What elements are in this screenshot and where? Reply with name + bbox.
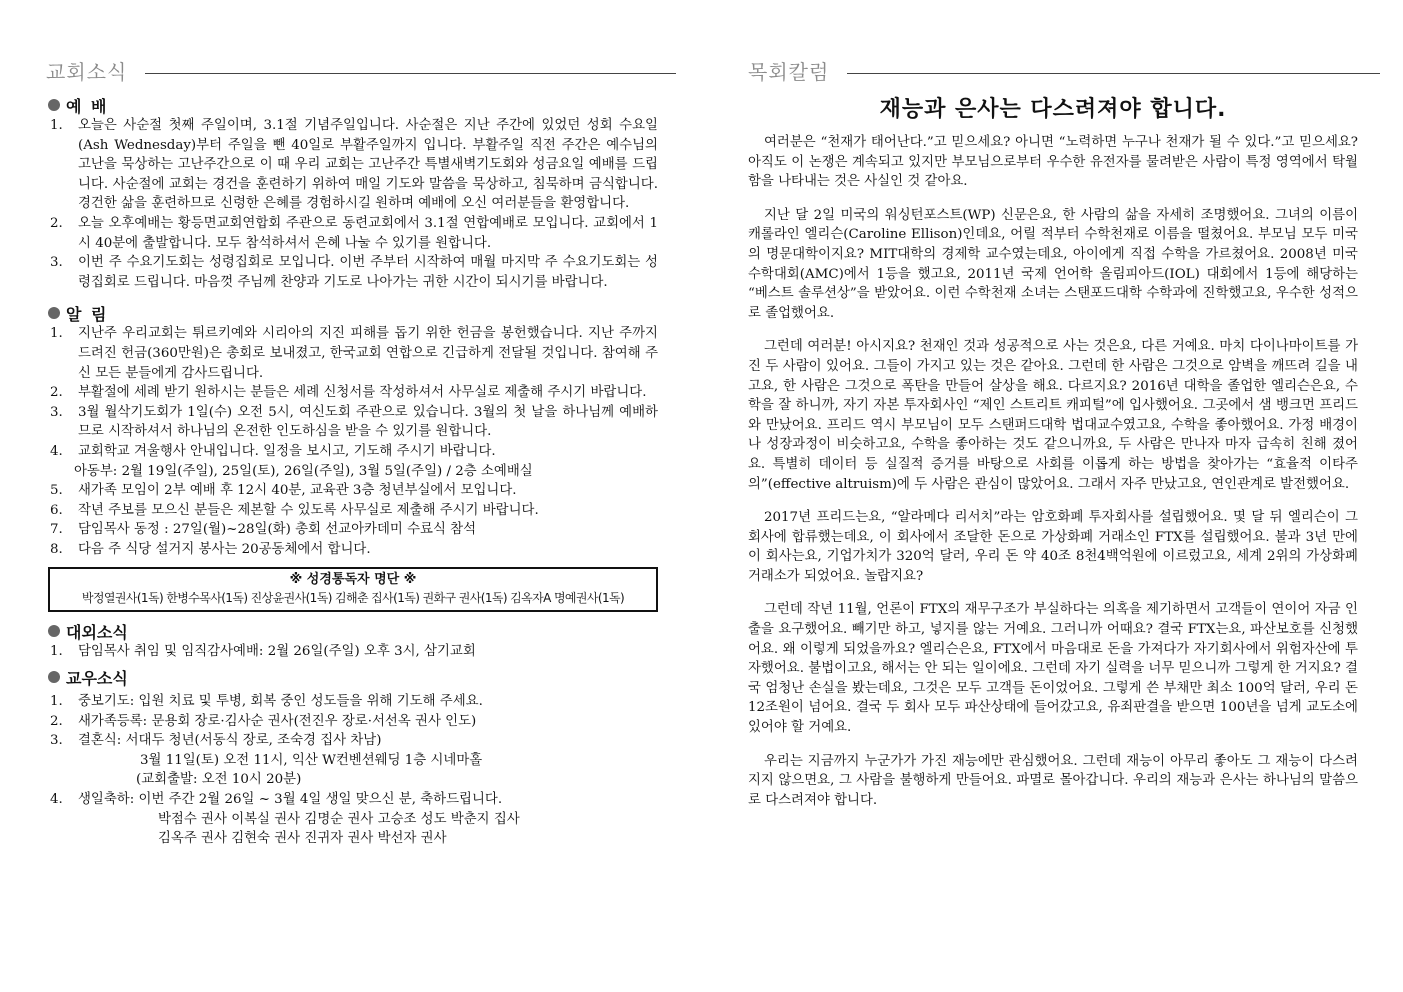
list-item: 2. 오늘 오후예배는 황등면교회연합회 주관으로 동련교회에서 3.1절 연합예배로 모입니다. 교회에서 1시 40분에 출발합니다. 모두 참석하셔서 은혜 나눌 수 있기를 원합니다.	[50, 215, 658, 251]
list-item: 8. 다음 주 식당 설거지 봉사는 20공동체에서 합니다.	[50, 541, 371, 557]
list-subline: 박점수 권사 이복실 권사 김명순 권사 고승조 성도 박춘지 집사	[158, 811, 520, 827]
circle-bullet-icon	[48, 671, 60, 683]
list-subline: 김옥주 권사 김현숙 권사 진귀자 권사 박선자 권사	[158, 831, 447, 847]
header-divider	[145, 73, 676, 74]
notices-heading: 알 림	[46, 302, 658, 324]
list-subline: 3월 11일(토) 오전 11시, 익산 W컨벤션웨딩 1층 시네마홀	[140, 752, 483, 768]
list-item: 7. 담임목사 동정 : 27일(월)~28일(화) 총회 선교아카데미 수료식 참석	[50, 522, 477, 538]
church-news-header	[46, 52, 658, 88]
article-paragraph: 우리는 지금까지 누군가가 가진 재능에만 관심했어요. 그런데 재능이 아무리 좋아도 그 재능이 다스려지지 않으면요, 그 사람을 불행하게 만들어요. 파멸로 몰아갑니다. 우리의 재능과 은사는 하나님의 말씀으로 다스려져야 합니다.	[748, 753, 1358, 808]
list-item: 1. 중보기도: 입원 치료 및 투병, 회복 중인 성도들을 위해 기도해 주세요.	[50, 694, 483, 710]
list-item: 3. 3월 월삭기도회가 1일(수) 오전 5시, 여신도회 주관으로 있습니다. 3월의 첫 날을 하나님께 예배하므로 시작하셔서 하나님의 온전한 인도하심을 받을 수 있기를 원합니다.	[50, 404, 658, 440]
notices-list	[46, 324, 658, 559]
list-item: 2. 새가족등록: 문용회 장로·김사순 권사(전진우 장로·서선옥 권사 인도)	[50, 713, 477, 729]
list-item: 1. 오늘은 사순절 첫째 주일이며, 3.1절 기념주일입니다. 사순절은 지난 주간에 있었던 성회 수요일(Ash Wednesday)부터 주일을 뺀 40일로 부활주일까지 입니다. 부활주일 직전 주간은 예수님의 고난을 묵상하는 고난주간으로 이 때 우리 교회는 고난주간 특별새벽기도회와 성금요일 예배를 드립니다. 사순절에 교회는 경건을 훈련하기 위하여 매일 기도와 말씀을 묵상하고, 침묵하며 금식합니다. 경건한 삶을 훈련하므로 신령한 은혜를 경험하시길 원하며 예배에 오신 여러분들을 환영합니다.	[50, 118, 658, 212]
list-subline: 아동부: 2월 19일(주일), 25일(토), 26일(주일), 3월 5일(주일) / 2층 소예배실	[74, 463, 533, 479]
article-title: 재능과 은사는 다스려져야 합니다.	[879, 97, 1227, 122]
list-item: 4. 교회학교 겨울행사 안내입니다. 일정을 보시고, 기도해 주시기 바랍니다.	[50, 443, 496, 459]
bible-reading-box	[48, 567, 658, 612]
circle-bullet-icon	[48, 625, 60, 637]
list-item: 3. 이번 주 수요기도회는 성령집회로 모입니다. 이번 주부터 시작하여 매월 마지막 주 수요기도회는 성령집회로 드립니다. 마음껏 주님께 찬양과 기도로 나아가는 귀한 시간이 되시기를 바랍니다.	[50, 255, 658, 290]
circle-bullet-icon	[48, 307, 60, 319]
list-item: 4. 생일축하: 이번 주간 2월 26일 ~ 3월 4일 생일 맞으신 분, 축하드립니다.	[50, 792, 503, 808]
pastor-column-header	[748, 52, 1358, 88]
list-subline: (교회출발: 오전 10시 20분)	[136, 772, 302, 788]
article-paragraph: 여러분은 “천재가 태어난다.”고 믿으세요? 아니면 “노력하면 누구나 천재가 될 수 있다.”고 믿으세요? 아직도 이 논쟁은 계속되고 있지만 부모님으로부터 우수한 유전자를 물려받은 사람이 특정 영역에서 탁월함을 나타내는 것은 사실인 것 같아요.	[748, 135, 1358, 190]
worship-heading: 예 배	[46, 94, 658, 116]
worship-list	[46, 116, 658, 292]
circle-bullet-icon	[48, 99, 60, 111]
external-heading: 대외소식	[46, 620, 658, 642]
pastor-column-title: 목회칼럼	[748, 59, 830, 84]
header-divider	[847, 73, 1380, 74]
list-item: 2. 부활절에 세례 받기 원하시는 분들은 세례 신청서를 작성하셔서 사무실로 제출해 주시기 바랍니다.	[50, 385, 647, 401]
pastor-column	[748, 52, 1358, 810]
members-heading: 교우소식	[46, 666, 658, 688]
article-paragraph: 지난 달 2일 미국의 워싱턴포스트(WP) 신문은요, 한 사람의 삶을 자세히 조명했어요. 그녀의 이름이 캐롤라인 엘리슨(Caroline Ellison)인데요, 어릴 적부터 수학천재로 이름을 떨쳤어요. 부모님 모두 미국의 명문대학이지요? MIT대학의 경제학 교수였는데요, 아이에게 직접 수학을 가르쳤어요. 2008년 미국수학대회(AMC)에서 1등을 했고요, 2011년 국제 언어학 올림피아드(IOL) 대회에서 1등에 해당하는 “베스트 솔루션상”을 받았어요. 이런 수학천재 소녀는 스탠포드대학 수학과에 진학했고요, 우수한 성적으로 졸업했어요.	[748, 207, 1358, 321]
article-paragraph: 그런데 작년 11월, 언론이 FTX의 재무구조가 부실하다는 의혹을 제기하면서 고객들이 연이어 자금 인출을 요구했어요. 빼기만 하고, 넣지를 않는 거예요. 그러니까 어때요? 결국 FTX는요, 파산보호를 신청했어요. 왜 이렇게 되었을까요? 엘리슨은요, FTX에서 마음대로 돈을 가져다가 자기회사에서 위험자산에 투자했어요. 불법이고요, 해서는 안 되는 일이에요. 그런데 자기 실력을 너무 믿으니까 그렇게 한 거지요? 결국 엄청난 손실을 봤는데요, 그것은 모두 고객들 돈이었어요. 그렇게 쓴 부채만 최소 100억 달러, 우리 돈 12조원이 넘어요. 결국 두 회사 모두 파산상태에 들어갔고요, 유죄판결을 받으면 100년을 넘게 교도소에 있어야 할 거예요.	[748, 602, 1358, 736]
church-news-title: 교회소식	[46, 59, 128, 84]
article-paragraph: 2017년 프리드는요, “알라메다 리서치”라는 암호화폐 투자회사를 설립했어요. 몇 달 뒤 엘리슨이 그 회사에 합류했는데요, 이 회사에서 조달한 돈으로 가상화폐 거래소인 FTX를 설립했어요. 불과 3년 만에 이 회사는요, 기업가치가 320억 달러, 우리 돈 약 40조 8천4백억원에 이르렀고요, 세계 2위의 가상화폐 거래소가 되었어요. 놀랍지요?	[748, 510, 1358, 584]
list-item: 3. 결혼식: 서대두 청년(서동식 장로, 조숙경 집사 차남)	[50, 733, 382, 749]
church-news-column	[46, 52, 658, 849]
bible-reading-names: 박정열권사(1독) 한병수목사(1독) 진상윤권사(1독) 김해춘 집사(1독) 권화구 권사(1독) 김옥자A 명예권사(1독)	[81, 591, 625, 606]
external-list	[46, 642, 658, 662]
list-item: 1. 담임목사 취임 및 임직감사예배: 2월 26일(주일) 오후 3시, 삼기교회	[50, 644, 476, 660]
members-list	[46, 692, 658, 849]
list-item: 5. 새가족 모임이 2부 예배 후 12시 40분, 교육관 3층 청년부실에서 모입니다.	[50, 483, 517, 499]
bible-reading-title: ※ 성경통독자 명단 ※	[289, 572, 417, 588]
article-paragraph: 그런데 여러분! 아시지요? 천재인 것과 성공적으로 사는 것은요, 다른 거예요. 마치 다이나마이트를 가진 두 사람이 있어요. 그들이 가지고 있는 것은 같아요. 그런데 한 사람은 그것으로 암벽을 깨뜨려 길을 내고요, 한 사람은 그것으로 폭탄을 만들어 살상을 해요. 다르지요? 2016년 대학을 졸업한 엘리슨은요, 수학을 잘 하니까, 자기 자본 투자회사인 “제인 스트리트 캐피털”에 입사했어요. 그곳에서 샘 뱅크먼 프리드와 만났어요. 프리드 역시 부모님이 모두 스탠퍼드대학 법대교수였고요, 수학을 좋아했어요. 가정 배경이나 성장과정이 비슷하고요, 수학을 좋아하는 것도 같으니까요, 두 사람은 만나자 마자 급속히 친해 졌어요. 특별히 데이터 등 실질적 증거를 바탕으로 사회를 이롭게 하는 방법을 찾아가는 “효율적 이타주의”(effective altruism)에 두 사람은 관심이 많았어요. 그래서 자주 만났고요, 연인관계로 발전했어요.	[748, 339, 1358, 492]
list-item: 1. 지난주 우리교회는 튀르키예와 시리아의 지진 피해를 돕기 위한 헌금을 봉헌했습니다. 지난 주까지 드려진 헌금(360만원)은 총회로 보내졌고, 한국교회 연합으로 긴급하게 전달될 것입니다. 참여해 주신 모든 분들에게 감사드립니다.	[50, 326, 658, 381]
list-item: 6. 작년 주보를 모으신 분들은 제본할 수 있도록 사무실로 제출해 주시기 바랍니다.	[50, 502, 539, 518]
